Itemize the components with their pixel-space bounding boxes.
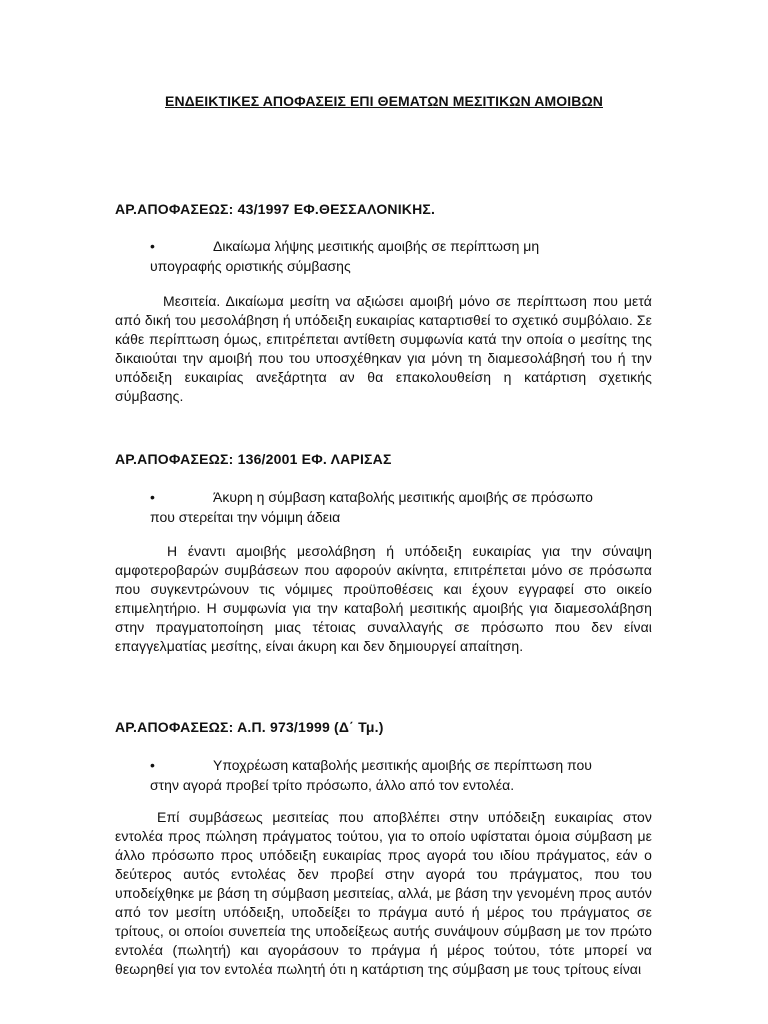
bullet-icon: •: [150, 238, 155, 254]
decision-summary-2: [150, 487, 652, 527]
summary-line-2: στην αγορά προβεί τρίτο πρόσωπο, άλλο από τον εντολέα.: [150, 777, 515, 793]
summary-line-2: υπογραφής οριστικής σύμβασης: [150, 258, 351, 274]
summary-line-1: [150, 487, 652, 507]
decision-heading-1: ΑΡ.ΑΠΟΦΑΣΕΩΣ: 43/1997 ΕΦ.ΘΕΣΣΑΛΟΝΙΚΗΣ.: [115, 201, 436, 217]
decision-heading-3: ΑΡ.ΑΠΟΦΑΣΕΩΣ: Α.Π. 973/1999 (Δ΄ Τμ.): [115, 719, 384, 735]
body-text: Μεσιτεία. Δικαίωμα μεσίτη να αξιώσει αμοιβή μόνο σε περίπτωση που μετά από δική του μεσολάβηση ή υπόδειξη ευκαιρίας καταρτισθεί το σχετικό συμβόλαιο. Σε κάθε περίπτωση όμως, επιτρέπεται αντίθετη συμφωνία κατά την οποία ο μεσίτης της δικαιούται την αμοιβή που του υποσχέθηκαν για μόνη τη διαμεσολάβησή του ή την υπόδειξη ευκαιρίας ανεξάρτητα αν θα επακολουθείση η κατάρτιση σχετικής σύμβασης.: [115, 293, 652, 404]
summary-line-1: [150, 236, 652, 256]
summary-text: Άκυρη η σύμβαση καταβολής μεσιτικής αμοιβής σε πρόσωπο: [213, 489, 593, 505]
document-title: ΕΝΔΕΙΚΤΙΚΕΣ ΑΠΟΦΑΣΕΙΣ ΕΠΙ ΘΕΜΑΤΩΝ ΜΕΣΙΤΙΚΩΝ ΑΜΟΙΒΩΝ: [165, 93, 603, 109]
summary-line-2: που στερείται την νόμιμη άδεια: [150, 509, 341, 525]
decision-summary-3: [150, 755, 652, 795]
bullet-icon: •: [150, 489, 155, 505]
bullet-icon: •: [150, 757, 155, 773]
body-text: Η έναντι αμοιβής μεσολάβηση ή υπόδειξη ευκαιρίας για την σύναψη αμφοτεροβαρών συμβάσεων που αφορούν ακίνητα, επιτρέπεται μόνο σε πρόσωπα που συγκεντρώνουν τις νόμιμες προϋποθέσεις και έχουν εγγραφεί στο οικείο επιμελητήριο. Η συμφωνία για την καταβολή μεσιτικής αμοιβής για διαμεσολάβηση στην πραγματοποίηση μιας τέτοιας συναλλαγής σε πρόσωπο που δεν είναι επαγγελματίας μεσίτης, είναι άκυρη και δεν δημιουργεί απαίτηση.: [115, 543, 652, 654]
summary-text: Υποχρέωση καταβολής μεσιτικής αμοιβής σε περίπτωση που: [213, 757, 592, 773]
body-text: Επί συμβάσεως μεσιτείας που αποβλέπει στην υπόδειξη ευκαιρίας στον εντολέα προς πώληση πράγματος τούτου, για το οποίο υφίσταται όμοια σύμβαση με άλλο πρόσωπο προς υπόδειξη ευκαιρίας προς αγορά του ιδίου πράγματος, εάν ο δεύτερος αυτός εντολέας δεν προβεί στην αγορά του πράγματος, που του υποδείχθηκε με βάση τη σύμβαση μεσιτείας, αλλά, με βάση την γενομένη προς αυτόν από τον μεσίτη υπόδειξη, υποδείξει το πράγμα αυτό ή μέρος του πράγματος σε τρίτους, οι οποίοι συνεπεία της υποδείξεως αυτής συνάψουν σύμβαση με τον πρώτο εντολέα (πωλητή) και αγοράσουν το πράγμα ή μέρος τούτου, τότε μπορεί να θεωρηθεί για τον εντολέα πωλητή ότι η κατάρτιση της σύμβαση με τους τρίτους είναι: [115, 809, 652, 977]
decision-heading-2: ΑΡ.ΑΠΟΦΑΣΕΩΣ: 136/2001 ΕΦ. ΛΑΡΙΣΑΣ: [115, 451, 392, 467]
decision-body-3: [115, 808, 652, 979]
decision-summary-1: [150, 236, 652, 276]
summary-text: Δικαίωμα λήψης μεσιτικής αμοιβής σε περίπτωση μη: [213, 238, 540, 254]
decision-body-1: [115, 292, 652, 406]
summary-line-1: [150, 755, 652, 775]
decision-body-2: [115, 542, 652, 656]
